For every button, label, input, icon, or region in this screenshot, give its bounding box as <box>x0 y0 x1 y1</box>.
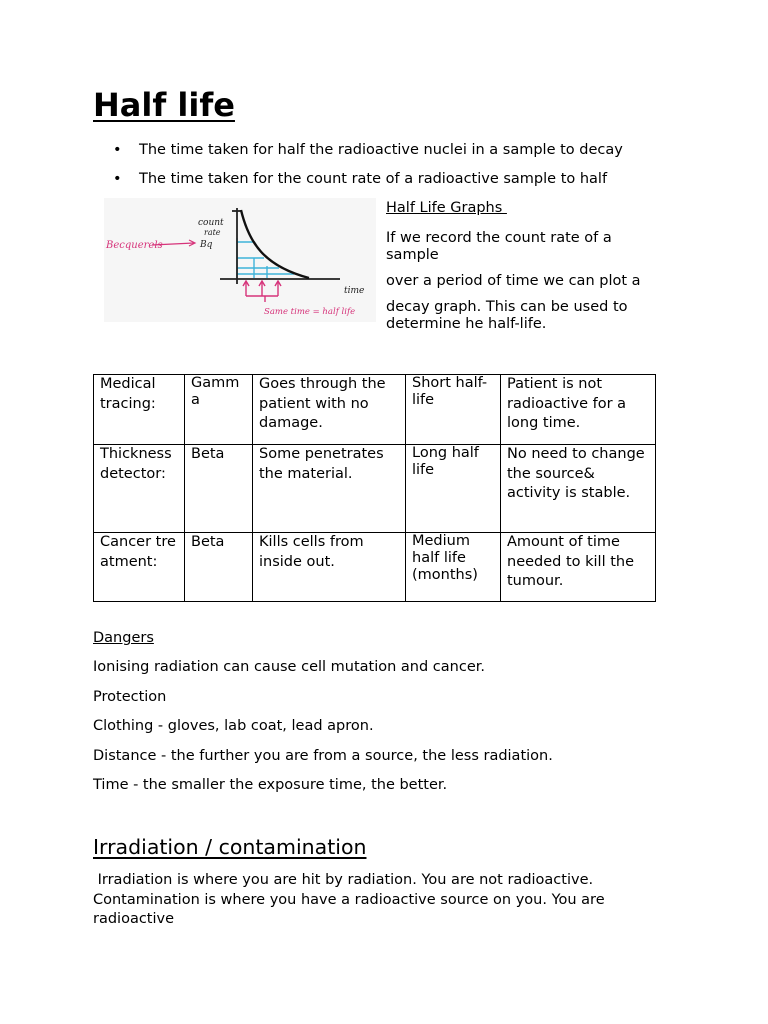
y-axis-label-1: count <box>198 218 224 228</box>
table-cell: Goes through the patient with no damage. <box>253 375 406 445</box>
protection-label: Protection <box>93 689 167 705</box>
table-cell: Thickness detector: <box>94 445 185 533</box>
table-cell: Gamma <box>185 375 253 445</box>
radiation-uses-table <box>93 374 656 602</box>
table-cell: No need to change the source& activity is stable. <box>501 445 656 533</box>
decay-graph-sketch <box>104 198 376 322</box>
time-text: Time - the smaller the exposure time, the better. <box>93 777 448 793</box>
becquerels-note: Becquerels <box>106 240 163 251</box>
irradiation-heading: Irradiation / contamination <box>93 835 367 859</box>
table-cell: Patient is not radioactive for a long time. <box>501 375 656 445</box>
table-cell: Cancer treatment: <box>94 533 185 602</box>
table-row <box>94 375 656 445</box>
table-cell: Medical tracing: <box>94 375 185 445</box>
table-row <box>94 445 656 533</box>
paragraph: over a period of time we can plot a <box>386 273 641 289</box>
bullet-text: The time taken for half the radioactive nuclei in a sample to decay <box>139 142 623 158</box>
page-title: Half life <box>93 86 235 124</box>
dangers-heading: Dangers <box>93 630 154 646</box>
table-cell: Kills cells from inside out. <box>253 533 406 602</box>
table-cell: Short half-life <box>406 375 501 445</box>
bullet-icon: • <box>113 171 122 187</box>
table-cell: Beta <box>185 533 253 602</box>
y-axis-label-2: rate <box>204 228 221 237</box>
table-cell: Some penetrates the material. <box>253 445 406 533</box>
table-row <box>94 533 656 602</box>
section-heading: Half Life Graphs <box>386 200 507 216</box>
irradiation-paragraph: Irradiation is where you are hit by radiation. You are not radioactive. Contamination is where you have a radioactive source on you. You are radioactive <box>93 872 610 927</box>
table-cell: Medium half life (months) <box>406 533 501 602</box>
x-axis-label: time <box>344 286 365 296</box>
paragraph: decay graph. This can be used to determine he half-life. <box>386 299 628 332</box>
table-cell: Long half life <box>406 445 501 533</box>
clothing-text: Clothing - gloves, lab coat, lead apron. <box>93 718 374 734</box>
bullet-icon: • <box>113 142 122 158</box>
table-cell: Beta <box>185 445 253 533</box>
distance-text: Distance - the further you are from a source, the less radiation. <box>93 748 553 764</box>
bullet-text: The time taken for the count rate of a radioactive sample to half <box>139 171 608 187</box>
table-cell: Amount of time needed to kill the tumour. <box>501 533 656 602</box>
y-axis-unit: Bq <box>200 240 213 250</box>
same-time-note: Same time = half life <box>264 307 356 317</box>
half-life-graphs-notes <box>386 200 666 342</box>
paragraph: If we record the count rate of a sample <box>386 230 612 263</box>
dangers-text: Ionising radiation can cause cell mutation and cancer. <box>93 659 485 675</box>
